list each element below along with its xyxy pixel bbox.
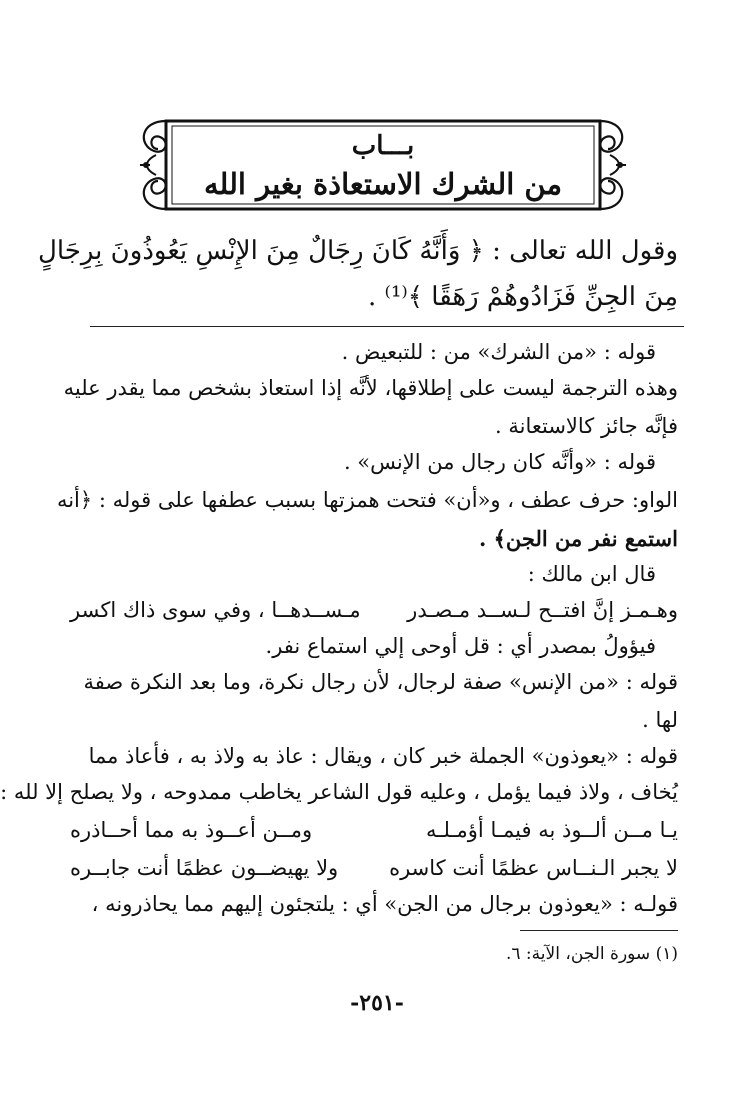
chapter-title-frame bbox=[136, 115, 630, 215]
chapter-label: بـــاب bbox=[351, 131, 415, 161]
poem-hemistich: ولا يهيضــون عظمًا أنت جابــره bbox=[70, 856, 339, 880]
poem-verse-1 bbox=[70, 598, 678, 628]
poem-hemistich: يـا مــن ألــوذ به فيمـا أؤمـلـه bbox=[426, 818, 678, 842]
poem-hemistich: مـســدهــا ، وفي سوى ذاك اكسر bbox=[70, 598, 361, 622]
verse-line-2: مِنَ الجِنِّ فَزَادُوهُمْ رَهَقًا ﴾⁽¹⁾ . bbox=[368, 282, 678, 312]
body-line: قوله : «وأنَّه كان رجال من الإنس» . bbox=[343, 450, 656, 474]
body-line: قوله : «من الإنس» صفة لرجال، لأن رجال نكرة، وما بعد النكرة صفة bbox=[83, 670, 678, 694]
body-line: الواو: حرف عطف ، و«أن» فتحت همزتها بسبب عطفها على قوله : ﴿أنه bbox=[56, 488, 678, 512]
body-line: قوله : «من الشرك» من : للتبعيض . bbox=[341, 340, 656, 364]
body-line: استمع نفر من الجن﴾ . bbox=[478, 526, 678, 551]
section-divider bbox=[90, 326, 684, 327]
poem-verse-3 bbox=[70, 856, 678, 886]
poem-verse-2 bbox=[70, 818, 678, 848]
body-line: يُخاف ، ولاذ فيما يؤمل ، وعليه قول الشاعر يخاطب ممدوحه ، ولا يصلح إلا لله : bbox=[0, 780, 678, 804]
body-line: قوله : «يعوذون» الجملة خبر كان ، ويقال : عاذ به ولاذ به ، فأعاذ مما bbox=[88, 744, 678, 768]
body-line: فيؤولُ بمصدر أي : قل أوحى إلي استماع نفر. bbox=[265, 634, 656, 658]
poem-hemistich: ومــن أعــوذ به مما أحــاذره bbox=[70, 818, 313, 842]
body-line: فإنَّه جائز كالاستعانة . bbox=[495, 414, 678, 438]
body-line: قولـه : «يعوذون برجال من الجن» أي : يلتجئون إليهم مما يحاذرونه ، bbox=[91, 892, 678, 916]
footnote: (١) سورة الجن، الآية: ٦. bbox=[505, 944, 678, 964]
verse-line-1: وقول الله تعالى : ﴿ وَأَنَّهُ كَانَ رِجَالٌ مِنَ الإِنْسِ يَعُوذُونَ بِرِجَالٍ bbox=[37, 236, 678, 266]
body-line: لها . bbox=[642, 708, 678, 732]
body-line: وهذه الترجمة ليست على إطلاقها، لأنَّه إذا استعاذ بشخص مما يقدر عليه bbox=[63, 376, 678, 400]
chapter-title: من الشرك الاستعاذة بغير الله bbox=[203, 167, 563, 201]
footnote-divider bbox=[520, 930, 678, 931]
body-line: قال ابن مالك : bbox=[527, 562, 656, 586]
poem-hemistich: وهـمـز إنَّ افتــح لـســد مـصـدر bbox=[407, 598, 678, 622]
poem-hemistich: لا يجبر الـنــاس عظمًا أنت كاسره bbox=[389, 856, 678, 880]
page-number: -٢٥١- bbox=[350, 990, 404, 1016]
